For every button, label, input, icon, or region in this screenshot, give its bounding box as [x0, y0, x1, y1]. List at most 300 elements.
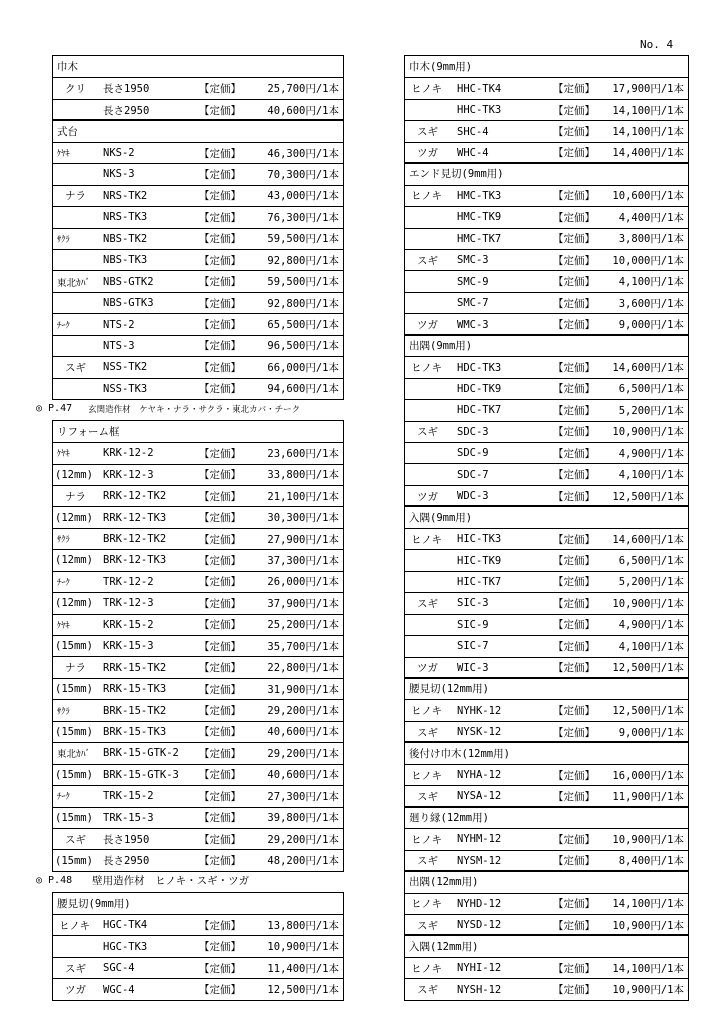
price-label: 【定価】 [199, 276, 241, 289]
price: 25,200円/1本 [267, 619, 339, 632]
product-code: KRK-15-2 [103, 618, 154, 631]
table-row [53, 914, 343, 935]
note-label: 壁用造作材 ヒノキ・スギ・ツガ [92, 875, 250, 888]
table-row [53, 614, 343, 635]
price: 10,900円/1本 [612, 919, 684, 932]
table-row [53, 957, 343, 978]
product-code: HHC-TK4 [457, 82, 502, 95]
price-label: 【定価】 [199, 705, 241, 718]
product-code: BRK-15-GTK-2 [103, 747, 179, 760]
price-label: 【定価】 [199, 619, 241, 632]
price-label: 【定価】 [199, 190, 241, 203]
table-row [405, 635, 688, 656]
product-code: NYHD-12 [457, 897, 502, 910]
product-code: NSS-TK2 [103, 361, 148, 374]
table-row [405, 914, 688, 935]
product-code: NKS-3 [103, 168, 135, 181]
species: スギ [417, 426, 438, 439]
price: 40,600円/1本 [267, 104, 339, 117]
table-row [405, 270, 688, 291]
price-label: 【定価】 [553, 790, 595, 803]
table-row [53, 807, 343, 828]
product-code: SIC-3 [457, 597, 489, 610]
price-label: 【定価】 [553, 597, 595, 610]
product-code: SDC-7 [457, 468, 489, 481]
table-row [53, 978, 343, 999]
species: 東北ｶﾊﾞ [57, 749, 91, 761]
price-label: 【定価】 [553, 104, 595, 117]
table-row [405, 399, 688, 420]
price-label: 【定価】 [199, 855, 241, 868]
price: 40,600円/1本 [267, 769, 339, 782]
price-label: 【定価】 [553, 705, 595, 718]
price-label: 【定価】 [199, 211, 241, 224]
price-label: 【定価】 [553, 426, 595, 439]
price: 23,600円/1本 [267, 447, 339, 460]
species: ﾁｰｸ [57, 792, 70, 803]
price: 29,200円/1本 [267, 747, 339, 760]
section-title: 巾木(9mm用) [409, 61, 473, 74]
species: クリ [65, 83, 86, 96]
product-code: HGC-TK4 [103, 919, 148, 932]
product-code: NYSK-12 [457, 726, 502, 739]
table-row [53, 335, 343, 356]
price-label: 【定価】 [199, 533, 241, 546]
species: (15mm) [55, 683, 93, 696]
table-row [53, 935, 343, 956]
species: スギ [417, 984, 438, 997]
table-row [53, 656, 343, 677]
price-label: 【定価】 [199, 147, 241, 160]
product-code: HIC-TK7 [457, 575, 502, 588]
section-title: 出隅(12mm用) [409, 876, 479, 889]
section-title: 入隅(12mm用) [409, 940, 479, 953]
table-row [53, 742, 343, 763]
product-code: TRK-12-3 [103, 597, 154, 610]
product-code: NTS-2 [103, 318, 135, 331]
species: スギ [417, 254, 438, 267]
price: 40,600円/1本 [267, 726, 339, 739]
species: ツガ [417, 490, 438, 503]
table-row [405, 249, 688, 270]
product-code: BRK-12-TK2 [103, 533, 167, 546]
price: 4,900円/1本 [618, 619, 684, 632]
price-label: 【定価】 [553, 555, 595, 568]
section-title: 入隅(9mm用) [409, 511, 473, 524]
price-table [404, 55, 689, 164]
product-code: SMC-7 [457, 297, 489, 310]
price-label: 【定価】 [553, 662, 595, 675]
section-header [405, 163, 688, 184]
price: 11,400円/1本 [267, 962, 339, 975]
product-code: NTS-3 [103, 339, 135, 352]
product-code: KRK-12-3 [103, 468, 154, 481]
section-header [405, 871, 688, 892]
product-code: NYSA-12 [457, 790, 502, 803]
species: (12mm) [55, 468, 93, 481]
price-label: 【定価】 [199, 747, 241, 760]
price-table [404, 162, 689, 336]
section-header [405, 678, 688, 699]
price: 94,600円/1本 [267, 383, 339, 396]
price: 12,500円/1本 [267, 984, 339, 997]
price: 31,900円/1本 [267, 683, 339, 696]
section-title: 巾木 [57, 61, 78, 74]
product-code: WDC-3 [457, 490, 489, 503]
product-code: NYSM-12 [457, 854, 502, 867]
price-label: 【定価】 [553, 276, 595, 289]
species: (12mm) [55, 511, 93, 524]
table-row [53, 464, 343, 485]
price-label: 【定価】 [553, 640, 595, 653]
price: 10,000円/1本 [612, 254, 684, 267]
table-row [405, 828, 688, 849]
product-code: SGC-4 [103, 962, 135, 975]
table-row [53, 185, 343, 206]
price-label: 【定価】 [199, 962, 241, 975]
table-row [53, 142, 343, 163]
species: ヒノキ [411, 362, 442, 374]
species: ﾁｰｸ [57, 577, 70, 588]
price: 46,300円/1本 [267, 147, 339, 160]
price: 10,900円/1本 [612, 833, 684, 846]
price: 70,300円/1本 [267, 168, 339, 181]
table-row [53, 292, 343, 313]
table-row [405, 785, 688, 806]
section-title: 出隅(9mm用) [409, 340, 473, 353]
species: スギ [417, 726, 438, 739]
species: ｹﾔｷ [57, 449, 70, 460]
table-row [405, 142, 688, 163]
section-title: エンド見切(9mm用) [409, 168, 504, 181]
product-code: HHC-TK3 [457, 104, 502, 117]
species: スギ [417, 919, 438, 932]
price-label: 【定価】 [199, 812, 241, 825]
table-row [53, 721, 343, 742]
price-label: 【定価】 [199, 726, 241, 739]
product-code: RRK-15-TK3 [103, 683, 167, 696]
table-row [53, 849, 343, 870]
section-title: リフォーム框 [57, 425, 120, 438]
species: スギ [65, 833, 86, 846]
price-label: 【定価】 [553, 962, 595, 975]
price-table [52, 892, 344, 1001]
species: ｻｸﾗ [57, 234, 70, 245]
price-label: 【定価】 [553, 576, 595, 589]
table-row [405, 850, 688, 871]
species: 東北ｶﾊﾞ [57, 277, 91, 289]
product-code: NBS-TK2 [103, 232, 148, 245]
price: 14,100円/1本 [612, 962, 684, 975]
table-row [53, 77, 343, 98]
product-code: NYHA-12 [457, 769, 502, 782]
table-row [53, 356, 343, 377]
price: 16,000円/1本 [612, 769, 684, 782]
table-row [53, 764, 343, 785]
product-code: 長さ1950 [103, 83, 150, 96]
price: 96,500円/1本 [267, 340, 339, 353]
table-row [53, 206, 343, 227]
product-code: SMC-9 [457, 275, 489, 288]
price: 4,100円/1本 [618, 276, 684, 289]
table-row [53, 442, 343, 463]
price: 9,000円/1本 [618, 319, 684, 332]
product-code: HDC-TK9 [457, 382, 502, 395]
price: 35,700円/1本 [267, 640, 339, 653]
table-row [53, 699, 343, 720]
species: スギ [417, 855, 438, 868]
product-code: NYSH-12 [457, 983, 502, 996]
species: ｹﾔｷ [57, 620, 70, 631]
product-code: TRK-15-3 [103, 811, 154, 824]
price: 21,100円/1本 [267, 490, 339, 503]
section-note [36, 398, 300, 419]
price-label: 【定価】 [199, 254, 241, 267]
price: 11,900円/1本 [612, 790, 684, 803]
price-label: 【定価】 [199, 833, 241, 846]
product-code: NBS-GTK2 [103, 275, 154, 288]
species: ナラ [65, 190, 86, 203]
table-row [53, 313, 343, 334]
table-row [405, 893, 688, 914]
table-row [405, 378, 688, 399]
species: ツガ [417, 147, 438, 160]
product-code: HMC-TK7 [457, 232, 502, 245]
price-label: 【定価】 [553, 769, 595, 782]
species: スギ [417, 597, 438, 610]
price: 3,600円/1本 [618, 297, 684, 310]
price: 4,400円/1本 [618, 211, 684, 224]
product-code: HIC-TK9 [457, 554, 502, 567]
table-row [405, 528, 688, 549]
table-row [405, 421, 688, 442]
price-label: 【定価】 [553, 147, 595, 160]
species: (12mm) [55, 597, 93, 610]
price-label: 【定価】 [553, 984, 595, 997]
table-row [405, 957, 688, 978]
species: ツガ [417, 319, 438, 332]
table-row [53, 571, 343, 592]
table-row [405, 614, 688, 635]
table-row [53, 378, 343, 399]
price: 14,100円/1本 [612, 126, 684, 139]
price-label: 【定価】 [553, 726, 595, 739]
price-label: 【定価】 [553, 833, 595, 846]
price-table [52, 420, 344, 872]
table-row [53, 549, 343, 570]
product-code: RRK-12-TK3 [103, 511, 167, 524]
price: 26,000円/1本 [267, 576, 339, 589]
price: 8,400円/1本 [618, 855, 684, 868]
price: 4,100円/1本 [618, 469, 684, 482]
section-note [36, 870, 249, 891]
table-row [405, 764, 688, 785]
section-header [53, 56, 343, 77]
section-title: 廻り縁(12mm用) [409, 811, 489, 824]
price-label: 【定価】 [199, 662, 241, 675]
species: ヒノキ [411, 833, 442, 846]
product-code: HDC-TK7 [457, 404, 502, 417]
price: 9,000円/1本 [618, 726, 684, 739]
table-row [53, 270, 343, 291]
table-row [53, 99, 343, 120]
product-code: NYHK-12 [457, 704, 502, 717]
product-code: NBS-TK3 [103, 254, 148, 267]
price: 29,200円/1本 [267, 833, 339, 846]
section-header [53, 893, 343, 914]
price: 30,300円/1本 [267, 512, 339, 525]
product-code: NRS-TK3 [103, 211, 148, 224]
species: ナラ [65, 662, 86, 675]
price: 22,800円/1本 [267, 662, 339, 675]
price-label: 【定価】 [553, 898, 595, 911]
species: ヒノキ [411, 705, 442, 718]
note-ref: ◎ P.47 [36, 403, 73, 415]
species: ヒノキ [59, 919, 90, 932]
table-row [405, 206, 688, 227]
table-row [53, 249, 343, 270]
price-table [52, 55, 344, 121]
product-code: 長さ1950 [103, 833, 150, 846]
price: 10,900円/1本 [612, 426, 684, 439]
price-label: 【定価】 [199, 469, 241, 482]
price: 5,200円/1本 [618, 576, 684, 589]
price: 14,400円/1本 [612, 147, 684, 160]
price-table [404, 334, 689, 508]
price-label: 【定価】 [199, 361, 241, 374]
section-header [405, 56, 688, 77]
species: (15mm) [55, 811, 93, 824]
price: 12,500円/1本 [612, 490, 684, 503]
product-code: 長さ2950 [103, 855, 150, 868]
price-label: 【定価】 [553, 919, 595, 932]
price-label: 【定価】 [553, 362, 595, 374]
product-code: WHC-4 [457, 146, 489, 159]
price-label: 【定価】 [553, 254, 595, 267]
product-code: NYHM-12 [457, 833, 502, 846]
price-label: 【定価】 [199, 941, 241, 954]
table-row [405, 978, 688, 999]
price-label: 【定価】 [199, 83, 241, 96]
table-row [53, 163, 343, 184]
price-label: 【定価】 [199, 790, 241, 803]
product-code: WIC-3 [457, 661, 489, 674]
price-label: 【定価】 [553, 83, 595, 96]
price: 12,500円/1本 [612, 705, 684, 718]
table-row [405, 592, 688, 613]
product-code: NBS-GTK3 [103, 297, 154, 310]
product-code: BRK-15-GTK-3 [103, 768, 179, 781]
species: スギ [65, 962, 86, 975]
table-row [405, 485, 688, 506]
price-label: 【定価】 [553, 233, 595, 246]
price-label: 【定価】 [553, 190, 595, 203]
price-label: 【定価】 [199, 233, 241, 246]
species: (15mm) [55, 854, 93, 867]
price: 6,500円/1本 [618, 555, 684, 568]
price-label: 【定価】 [553, 211, 595, 224]
product-code: RRK-15-TK2 [103, 661, 167, 674]
species: ｻｸﾗ [57, 706, 70, 717]
price: 43,000円/1本 [267, 190, 339, 203]
species: スギ [417, 790, 438, 803]
product-code: TRK-12-2 [103, 575, 154, 588]
table-row [405, 571, 688, 592]
table-row [405, 228, 688, 249]
species: ｻｸﾗ [57, 535, 70, 546]
product-code: NYHI-12 [457, 962, 502, 975]
price: 13,800円/1本 [267, 919, 339, 932]
species: ｹﾔｷ [57, 149, 70, 159]
price: 37,900円/1本 [267, 597, 339, 610]
product-code: SDC-9 [457, 447, 489, 460]
section-header [53, 421, 343, 442]
section-title: 式台 [57, 125, 78, 138]
price-label: 【定価】 [553, 447, 595, 460]
product-code: 長さ2950 [103, 104, 150, 117]
table-row [405, 463, 688, 484]
table-row [53, 485, 343, 506]
table-row [405, 313, 688, 334]
price-label: 【定価】 [199, 683, 241, 696]
price: 27,300円/1本 [267, 790, 339, 803]
table-row [53, 592, 343, 613]
price-table [404, 870, 689, 936]
product-code: SDC-3 [457, 425, 489, 438]
table-row [53, 635, 343, 656]
product-code: HDC-TK3 [457, 361, 502, 374]
price: 66,000円/1本 [267, 361, 339, 374]
species: スギ [417, 126, 438, 139]
table-row [405, 356, 688, 377]
price: 33,800円/1本 [267, 469, 339, 482]
price-label: 【定価】 [553, 383, 595, 396]
table-row [405, 292, 688, 313]
species: ヒノキ [411, 769, 442, 782]
price: 14,600円/1本 [612, 362, 684, 374]
species: ツガ [417, 662, 438, 675]
price: 14,600円/1本 [612, 533, 684, 546]
price: 10,900円/1本 [612, 984, 684, 997]
price: 5,200円/1本 [618, 404, 684, 417]
product-code: NYSD-12 [457, 919, 502, 932]
price-table [404, 505, 689, 679]
price: 29,200円/1本 [267, 705, 339, 718]
price-table [404, 741, 689, 807]
section-header [405, 935, 688, 956]
table-row [405, 99, 688, 120]
price: 10,900円/1本 [267, 941, 339, 954]
species: ヒノキ [411, 533, 442, 546]
price-label: 【定価】 [553, 469, 595, 482]
price-label: 【定価】 [199, 168, 241, 181]
price-label: 【定価】 [199, 447, 241, 460]
price-label: 【定価】 [199, 984, 241, 997]
price-label: 【定価】 [199, 640, 241, 653]
product-code: SMC-3 [457, 254, 489, 267]
species: ヒノキ [411, 83, 442, 96]
table-row [405, 120, 688, 141]
table-row [405, 77, 688, 98]
price-table [404, 677, 689, 743]
note-ref: ◎ P.48 [36, 875, 73, 887]
price-label: 【定価】 [553, 533, 595, 546]
section-header [405, 506, 688, 527]
table-row [405, 185, 688, 206]
price-label: 【定価】 [199, 554, 241, 567]
price: 37,300円/1本 [267, 554, 339, 567]
table-row [53, 506, 343, 527]
